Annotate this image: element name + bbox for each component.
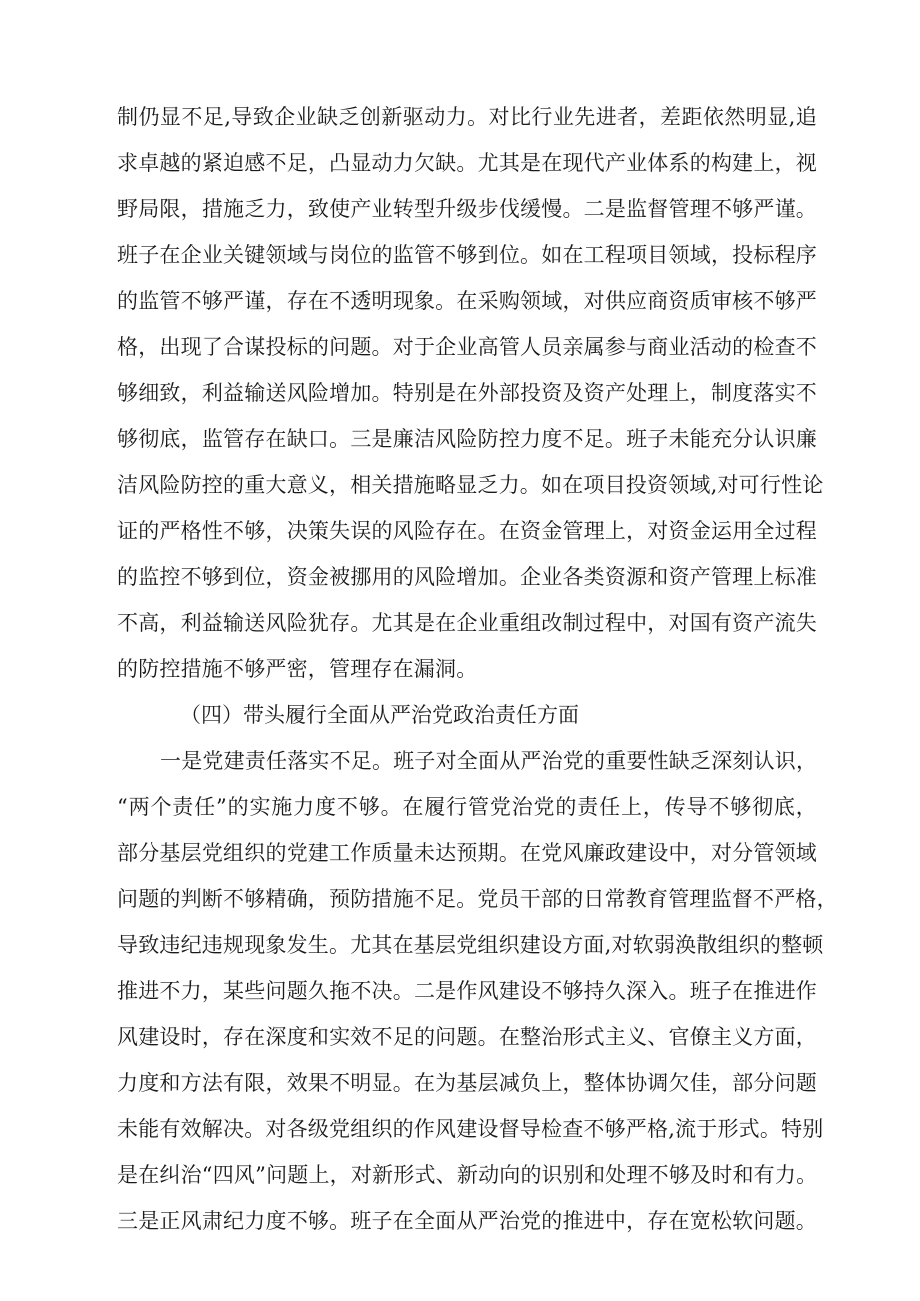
text-line: 野局限，措施乏力，致使产业转型升级步伐缓慢。二是监督管理不够严谨。 [117, 197, 817, 221]
text-line: 三是正风肃纪力度不够。班子在全面从严治党的推进中，存在宽松软问题。 [117, 1209, 817, 1233]
text-line: 风建设时，存在深度和实效不足的问题。在整治形式主义、官僚主义方面， [117, 1025, 817, 1049]
text-line: 证的严格性不够，决策失误的风险存在。在资金管理上，对资金运用全过程 [117, 519, 817, 543]
text-line: 不高，利益输送风险犹存。尤其是在企业重组改制过程中，对国有资产流失 [117, 611, 817, 635]
text-line: 的监管不够严谨，存在不透明现象。在采购领域，对供应商资质审核不够严 [117, 289, 817, 313]
text-line: 格，出现了合谋投标的问题。对于企业高管人员亲属参与商业活动的检查不 [117, 335, 817, 359]
text-line: 是在纠治“四风”问题上，对新形式、新动向的识别和处理不够及时和有力。 [117, 1163, 818, 1187]
text-line: 一是党建责任落实不足。班子对全面从严治党的重要性缺乏深刻认识， [160, 749, 818, 773]
text-line: 求卓越的紧迫感不足，凸显动力欠缺。尤其是在现代产业体系的构建上，视 [117, 151, 817, 175]
text-line: 部分基层党组织的党建工作质量未达预期。在党风廉政建设中，对分管领域 [117, 841, 817, 865]
text-line: 班子在企业关键领域与岗位的监管不够到位。如在工程项目领域，投标程序 [117, 243, 817, 267]
text-line: 力度和方法有限，效果不明显。在为基层减负上，整体协调欠佳，部分问题 [117, 1071, 817, 1095]
text-line: “两个责任”的实施力度不够。在履行管党治党的责任上，传导不够彻底， [117, 795, 817, 819]
text-line: 导致违纪违规现象发生。尤其在基层党组织建设方面,对软弱涣散组织的整顿 [117, 933, 824, 957]
text-line: 的监控不够到位，资金被挪用的风险增加。企业各类资源和资产管理上标准 [117, 565, 817, 589]
text-line: 未能有效解决。对各级党组织的作风建设督导检查不够严格,流于形式。特别 [117, 1117, 824, 1141]
section-heading: （四）带头履行全面从严治党政治责任方面 [180, 703, 579, 727]
text-line: 够细致，利益输送风险增加。特别是在外部投资及资产处理上，制度落实不 [117, 381, 817, 405]
text-line: 制仍显不足,导致企业缺乏创新驱动力。对比行业先进者，差距依然明显,追 [117, 105, 817, 129]
text-line: 洁风险防控的重大意义，相关措施略显乏力。如在项目投资领域,对可行性论 [117, 473, 824, 497]
text-line: 推进不力，某些问题久拖不决。二是作风建设不够持久深入。班子在推进作 [117, 979, 817, 1003]
text-line: 问题的判断不够精确，预防措施不足。党员干部的日常教育管理监督不严格， [117, 887, 838, 911]
text-line: 够彻底，监管存在缺口。三是廉洁风险防控力度不足。班子未能充分认识廉 [117, 427, 817, 451]
text-line: 的防控措施不够严密，管理存在漏洞。 [117, 657, 478, 681]
